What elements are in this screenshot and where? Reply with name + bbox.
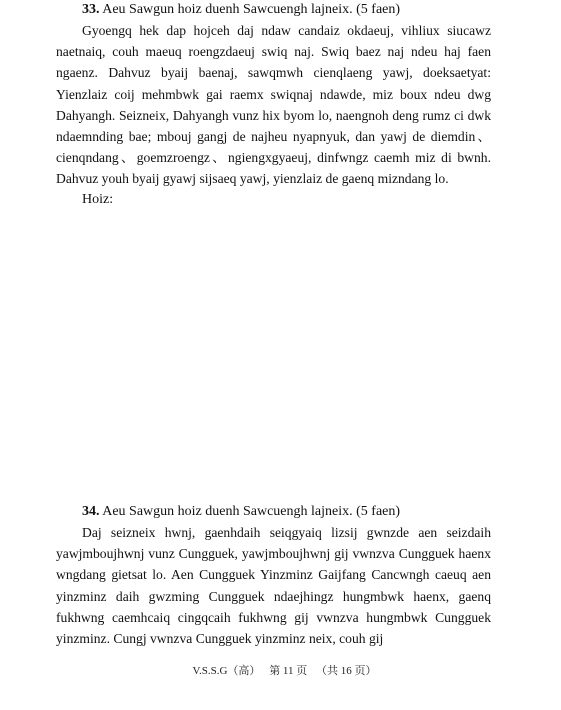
question-instruction: Aeu Sawgun hoiz duenh Sawcuengh lajneix. (5 faen) [102,2,401,17]
page-number: 第 11 页 [269,665,308,677]
question-passage: Daj seizneix hwnj, gaenhdaih seiqgyaiq lizsij gwnzde aen seizdaih yawjmboujhwnj vunz Cungguek, yawjmboujhwnj gij vwnzva Cungguek haenx wngdang gietsat lo. Aen Cungguek Yinzminz Gaijfang Cancwngh caeuq aen yinzminz daih gwzming Cungguek ndaejhingz hungmbwk haenx, gaenq fukhwng caemhcaiq cingqcaih fukhwng gij vwnzva hungmbwk Cungguek yinzminz. Cungj vwnzva Cungguek yinzminz neix, couh gij [56,525,491,647]
question-33 [56,0,491,465]
question-number: 33. [82,2,100,17]
answer-area[interactable] [56,210,491,465]
answer-label: Hoiz: [82,191,114,207]
question-passage: Gyoengq hek dap hojceh daj ndaw candaiz okdaeuj, vihliux siucawz naetnaiq, couh maeuq roengzdaeuj swiq naj. Swiq baez naj ndeu haj faen ngaenz. Dahvuz byaij baenaj, sawqmwh cienqlaeng yawj, doeksaetyat: Yienzlaiz coij mehmbwk gai raemx swiqnaj ndawde, miz boux ndeu dwg Dahyangh. Seizneix, Dahyangh vunz hix byom lo, naengnoh deng rumz ci dwk ndaemnding bae; mbouj gangj de najheu nyapnyuk, dan yawj de diemdin、cienqndang、goemzroengz、ngiengxgyaeuj, dinfwngz caemh miz di bwnh. Dahvuz youh byaij gyawj sijsaeq yawj, yienzlaiz de gaenq mizndang lo. [56,23,491,187]
question-number: 34. [82,504,100,519]
question-title [82,0,491,20]
question-instruction: Aeu Sawgun hoiz duenh Sawcuengh lajneix. (5 faen) [102,504,401,519]
question-title [82,502,491,522]
question-34 [56,502,491,649]
exam-code: V.S.S.G（高） [192,665,261,677]
page-footer [0,664,561,678]
page-total: （共 16 页） [316,665,377,677]
